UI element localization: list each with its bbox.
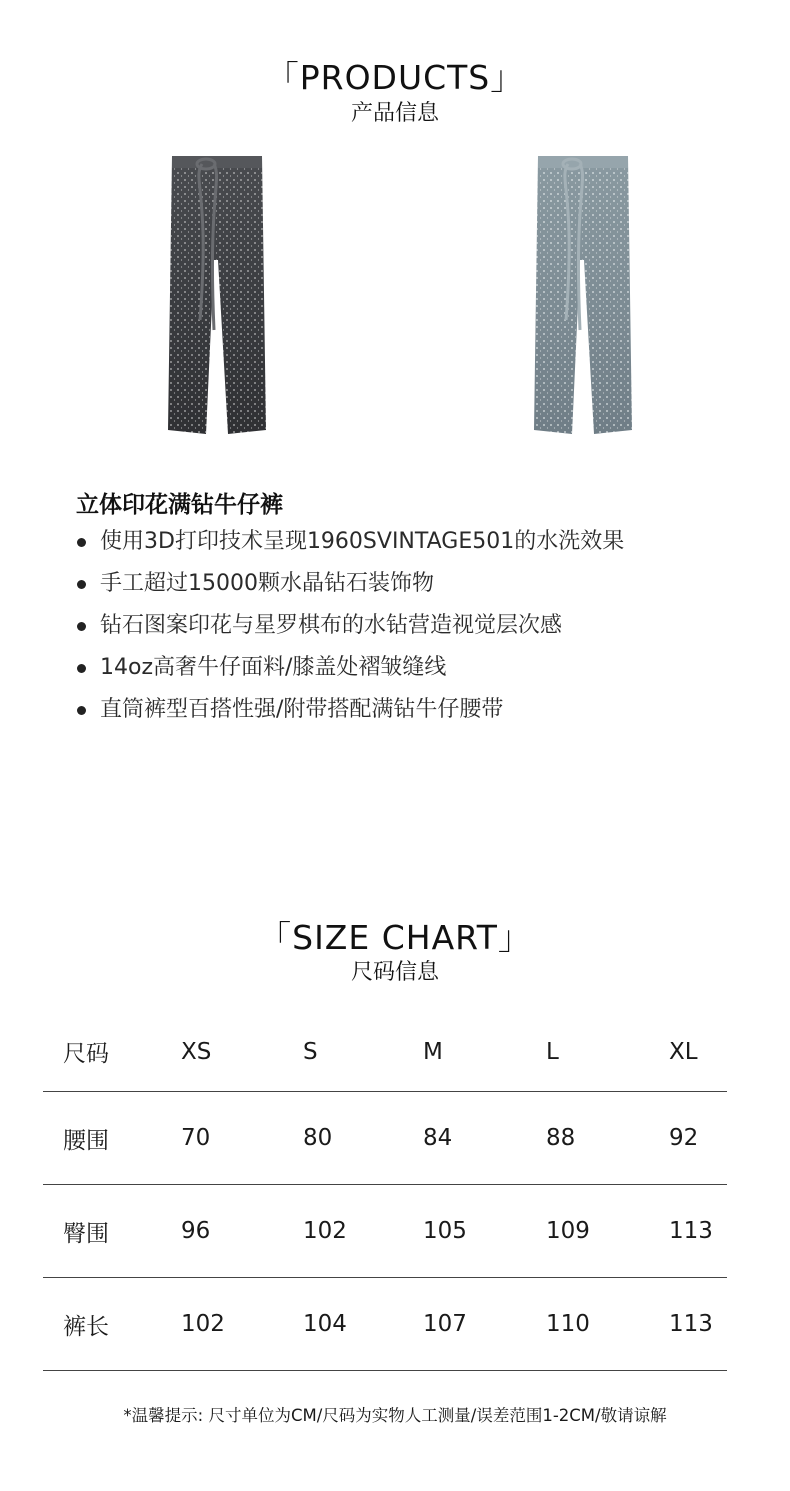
row-label: 裤长 [63,1313,109,1340]
table-cell: 88 [546,1125,576,1151]
table-cell: 92 [669,1125,699,1151]
table-cell: 84 [423,1125,453,1151]
header-cell: S [303,1038,318,1065]
blue-jeans-image [528,150,638,440]
size-chart-title: 「SIZE CHART」 [258,918,532,957]
header-cell: M [423,1038,443,1065]
table-cell: 104 [303,1311,347,1337]
table-cell: 102 [303,1218,347,1244]
products-subtitle: 产品信息 [350,101,439,126]
feature-text: 手工超过15000颗水晶钻石装饰物 [100,571,434,596]
feature-item [76,648,776,690]
row-label: 腰围 [63,1127,109,1154]
feature-text: 直筒裤型百搭性强/附带搭配满钻牛仔腰带 [100,697,504,722]
row-label: 臀围 [63,1220,109,1247]
feature-item [76,690,776,732]
table-row [43,1278,727,1371]
table-cell: 102 [181,1311,225,1337]
table-cell: 107 [423,1311,467,1337]
feature-item [76,564,776,606]
feature-item [76,522,776,564]
table-cell: 113 [669,1311,713,1337]
products-title: 「PRODUCTS」 [265,58,525,97]
table-cell: 96 [181,1218,211,1244]
product-name: 立体印花满钻牛仔裤 [76,492,283,518]
table-cell: 109 [546,1218,590,1244]
bullet-icon [77,622,86,631]
feature-item [76,606,776,648]
header-cell: 尺码 [63,1041,109,1067]
table-row [43,1185,727,1278]
feature-list [76,522,776,732]
black-rhinestone-jeans-icon [162,150,272,440]
size-table-header [43,1008,727,1092]
table-cell: 80 [303,1125,333,1151]
blue-rhinestone-jeans-icon [528,150,638,440]
black-jeans-image [162,150,272,440]
feature-text: 使用3D打印技术呈现1960SVINTAGE501的水洗效果 [100,529,625,554]
header-cell: XS [181,1038,212,1065]
feature-text: 钻石图案印花与星罗棋布的水钻营造视觉层次感 [100,613,563,638]
table-cell: 105 [423,1218,467,1244]
table-cell: 110 [546,1311,590,1337]
table-cell: 70 [181,1125,211,1151]
feature-text: 14oz高奢牛仔面料/膝盖处褶皱缝线 [100,655,447,680]
size-note: *温馨提示: 尺寸单位为CM/尺码为实物人工测量/误差范围1-2CM/敬请谅解 [123,1406,667,1425]
header-cell: XL [669,1038,698,1065]
bullet-icon [77,706,86,715]
header-cell: L [546,1038,559,1065]
size-chart-subtitle: 尺码信息 [350,960,439,985]
table-cell: 113 [669,1218,713,1244]
size-table [43,1008,727,1371]
bullet-icon [77,664,86,673]
table-row [43,1092,727,1185]
bullet-icon [77,580,86,589]
bullet-icon [77,538,86,547]
